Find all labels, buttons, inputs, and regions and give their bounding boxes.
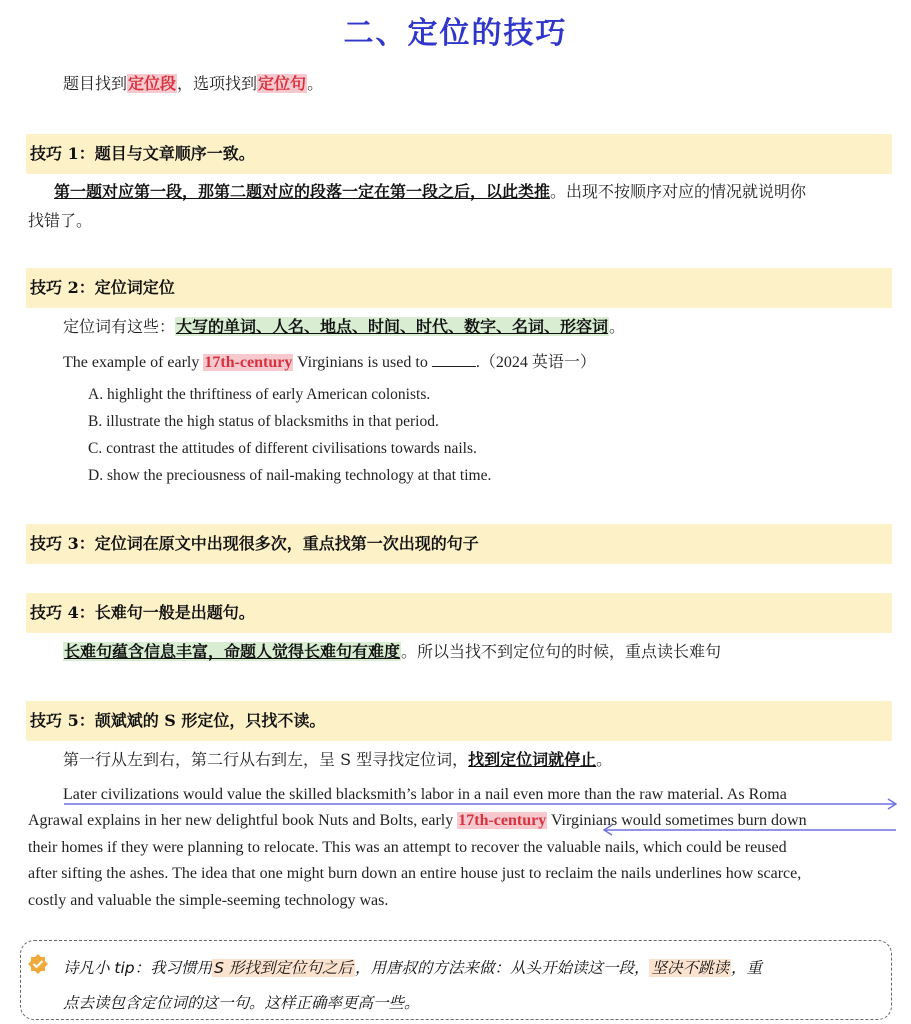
tip1-rest-text: 。出现不按顺序对应的情况就说明你 [550, 182, 807, 201]
tip5-desc-bold: 找到定位词就停止 [468, 750, 597, 769]
option-d: D. show the preciousness of nail-making technology at that time. [88, 467, 492, 484]
tip2-end: 。 [609, 317, 626, 336]
option-a: A. highlight the thriftiness of early American colonists. [88, 386, 431, 403]
option-c: C. contrast the attitudes of different civilisations towards nails. [88, 440, 477, 457]
tip-box [20, 940, 892, 1020]
tip2-heading: 技巧 2：定位词定位 [26, 268, 892, 308]
highlight-17th-century: 17th-century [204, 354, 293, 371]
tip4-heading: 技巧 4：长难句一般是出题句。 [26, 593, 892, 633]
tip-text: ，重 [730, 959, 762, 977]
arrow-right-to-left [604, 825, 896, 835]
tip5-desc-end: 。 [596, 750, 613, 769]
option-b: B. illustrate the high status of blacksmiths in that period. [88, 413, 439, 430]
tip-line-2: 点去读包含定位词的这一句。这样正确率更高一些。 [63, 994, 420, 1012]
tip-highlight-no-skip: 坚决不跳读 [651, 959, 729, 977]
passage-text: Agrawal explains in her new delightful book Nuts and Bolts, early [28, 812, 458, 829]
tip2-keyword-list: 大写的单词、人名、地点、时间、时代、数字、名词、形容词 [176, 317, 609, 336]
highlight-locate-paragraph: 定位段 [128, 74, 177, 93]
tip5-heading: 技巧 5：颉斌斌的 S 形定位，只找不读。 [26, 701, 892, 741]
question-source: .（2024 英语一） [475, 354, 596, 371]
passage-line-5: costly and valuable the simple-seeming technology was. [28, 892, 389, 909]
intro-text: ，选项找到 [177, 74, 258, 93]
passage-line-1: Later civilizations would value the skilled blacksmith’s labor in a nail even more than the raw material. As Roma [63, 786, 787, 803]
passage-line-4: after sifting the ashes. The idea that one might burn down an entire house just to reclaim the nails underlines how scarce, [28, 865, 802, 882]
tip-highlight-s-shape: S 形找到定位句之后 [214, 959, 353, 977]
question-text: Virginians is used to [293, 354, 432, 371]
question-text: The example of early [63, 354, 204, 371]
check-badge-icon [27, 953, 49, 975]
tip2-label: 定位词有这些： [63, 317, 176, 336]
intro-text: 题目找到 [63, 74, 128, 93]
tip3-heading: 技巧 3：定位词在原文中出现很多次，重点找第一次出现的句子 [26, 524, 892, 564]
tip-text: ，用唐叔的方法来做：从头开始读这一段， [354, 959, 650, 977]
tip1-bold-text: 第一题对应第一段，那第二题对应的段落一定在第一段之后，以此类推 [54, 182, 551, 201]
passage-line-3: their homes if they were planning to relocate. This was an attempt to recover the valuable nails, which could be reused [28, 839, 787, 856]
tip-text: 诗凡小 tip：我习惯用 [63, 959, 213, 977]
tip1-heading: 技巧 1：题目与文章顺序一致。 [26, 134, 892, 174]
arrow-left-to-right [64, 799, 896, 809]
highlight-locate-sentence: 定位句 [258, 74, 307, 93]
tip5-desc-text: 第一行从左到右，第二行从右到左，呈 S 型寻找定位词， [63, 750, 469, 769]
tip4-rest-text: 。所以当找不到定位句的时候，重点读长难句 [401, 642, 722, 661]
passage-text: Virginians would sometimes burn down [547, 812, 807, 829]
page-title: 二、定位的技巧 [343, 16, 568, 51]
tip1-body-line2: 找错了。 [28, 211, 93, 230]
highlight-17th-century-passage: 17th-century [458, 812, 547, 829]
tip-line-1 [63, 956, 762, 978]
tip4-bold-text: 长难句蕴含信息丰富，命题人觉得长难句有难度 [64, 642, 401, 661]
intro-text: 。 [307, 74, 324, 93]
